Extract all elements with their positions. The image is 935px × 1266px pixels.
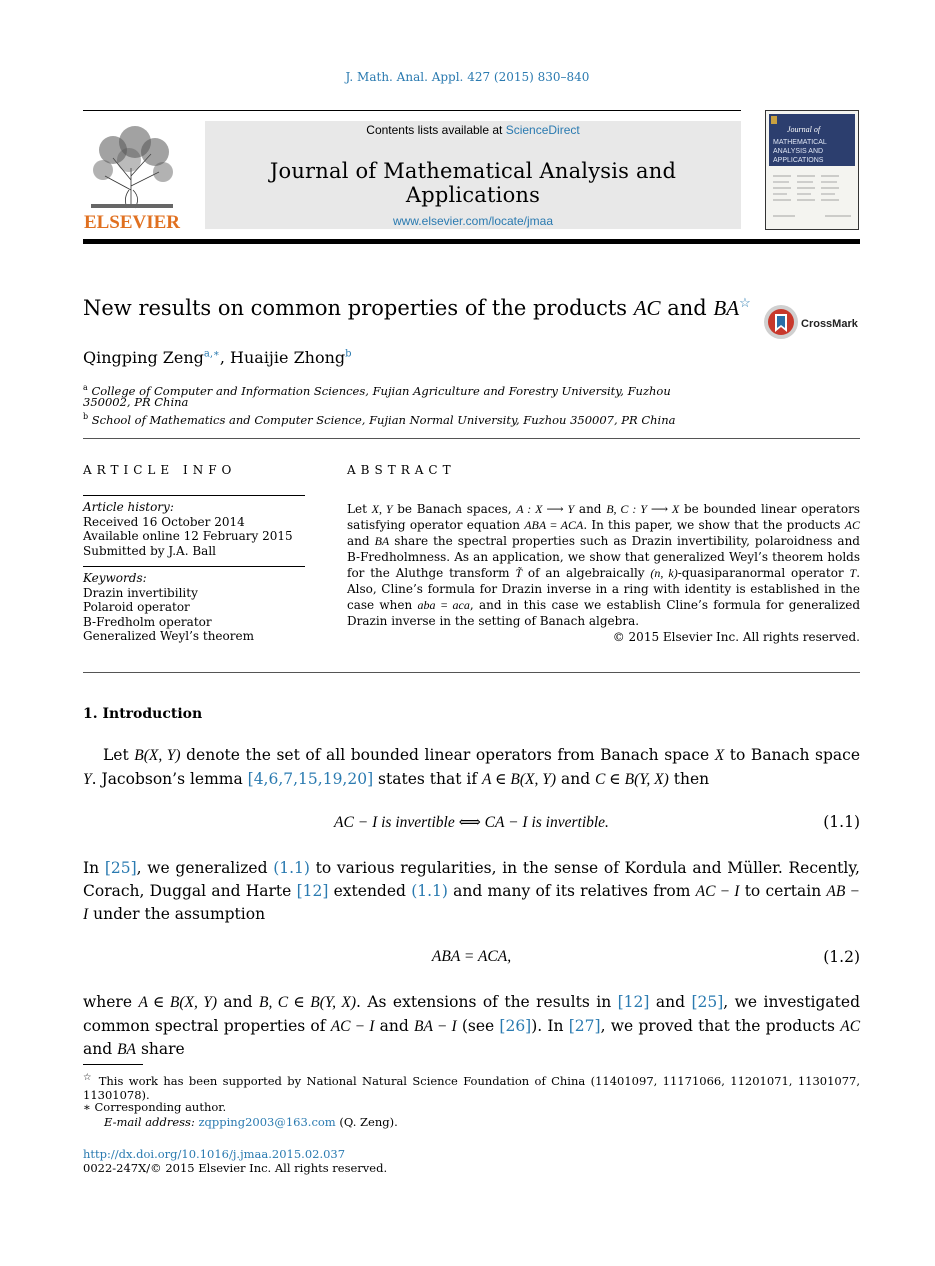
online-date: Available online 12 February 2015 bbox=[83, 529, 293, 543]
elsevier-wordmark: ELSEVIER bbox=[83, 212, 181, 232]
text-fragment: , we investigated common spectral properties of bbox=[83, 993, 861, 1035]
title-text: New results on common properties of the products bbox=[83, 296, 634, 320]
footnote-corr-mark: ∗ bbox=[83, 1100, 91, 1114]
submitted-by: Submitted by J.A. Ball bbox=[83, 543, 217, 558]
abstract-text bbox=[347, 501, 860, 645]
article-title bbox=[83, 296, 751, 321]
footnote-funding-text: This work has been supported by National Natural Science Foundation of China (11401097, 11171066, 11201071, 11301077, 11301078). bbox=[83, 1073, 861, 1103]
affiliation-b bbox=[83, 410, 676, 427]
journal-cover bbox=[765, 110, 859, 230]
abstract-fragment: and bbox=[347, 534, 375, 548]
text-fragment: , we proved that the products bbox=[600, 1016, 841, 1035]
author-zhong-sup[interactable]: b bbox=[345, 348, 352, 360]
abstract-math: T bbox=[849, 566, 857, 580]
svg-text:MATHEMATICAL: MATHEMATICAL bbox=[773, 139, 827, 146]
math-fragment: AC − I bbox=[695, 882, 740, 900]
citation-link[interactable]: [25] bbox=[104, 859, 137, 877]
abstract-fragment: be Banach spaces, bbox=[392, 502, 517, 516]
abstract-fragment: , and in this case we establish Cline’s formula for generalized Drazin inverse in the setting of Banach algebra. bbox=[347, 598, 860, 628]
info-rule-2 bbox=[83, 566, 305, 567]
math-fragment: B(X, Y) bbox=[134, 747, 181, 764]
text-fragment: and bbox=[649, 993, 692, 1011]
abstract-fragment: of an algebraically bbox=[522, 566, 651, 580]
author-list bbox=[83, 348, 352, 367]
contents-line bbox=[205, 123, 741, 137]
text-fragment: Let bbox=[103, 746, 135, 764]
intro-paragraph-1 bbox=[83, 744, 860, 791]
citation-link[interactable]: [27] bbox=[568, 1016, 601, 1035]
abstract-fragment: and bbox=[574, 502, 607, 516]
abstract-heading: ABSTRACT bbox=[347, 463, 456, 477]
text-fragment: and bbox=[374, 1016, 415, 1035]
text-fragment: to various regularities, in the sense of Kordula and Müller. Recently, Corach, Duggal and Harte bbox=[83, 859, 860, 900]
citation-link[interactable]: [12] bbox=[296, 881, 329, 900]
text-fragment: where bbox=[83, 993, 139, 1011]
elsevier-logo bbox=[83, 120, 181, 232]
math-fragment: BA bbox=[117, 1041, 137, 1058]
math-fragment: C ∈ B(Y, X) bbox=[595, 770, 669, 788]
text-fragment: and bbox=[216, 993, 259, 1011]
footnote-star-mark: ☆ bbox=[83, 1072, 94, 1083]
text-fragment: under the assumption bbox=[88, 905, 266, 923]
title-ac: AC bbox=[633, 296, 661, 320]
equation-number: (1.2) bbox=[823, 948, 860, 966]
text-fragment: . As extensions of the results in bbox=[356, 993, 618, 1011]
author-separator: , bbox=[219, 348, 231, 367]
title-rule bbox=[83, 438, 860, 439]
svg-text:Journal of: Journal of bbox=[787, 125, 821, 134]
article-history bbox=[83, 500, 293, 558]
intro-paragraph-2 bbox=[83, 857, 860, 927]
text-fragment: ). In bbox=[531, 1016, 569, 1035]
abstract-math: ABA = ACA bbox=[524, 518, 584, 532]
keywords-label: Keywords: bbox=[83, 571, 147, 585]
svg-text:APPLICATIONS: APPLICATIONS bbox=[773, 157, 824, 164]
journal-cover-image bbox=[765, 110, 859, 230]
abstract-math: X, Y bbox=[371, 502, 393, 516]
svg-text:CrossMark: CrossMark bbox=[801, 318, 858, 330]
abstract-math: B, C : Y ⟶ X bbox=[606, 502, 680, 516]
footnote-corr-text: Corresponding author. bbox=[94, 1100, 227, 1114]
author-zeng: Qingping Zeng bbox=[83, 348, 204, 367]
affiliation-a-mark: a bbox=[83, 383, 88, 392]
article-info-heading: ARTICLE INFO bbox=[83, 463, 237, 477]
keyword-item: Polaroid operator bbox=[83, 600, 190, 614]
math-fragment: AC − I bbox=[330, 1017, 375, 1035]
text-fragment: and bbox=[83, 1040, 118, 1058]
abstract-math: T̃ bbox=[515, 566, 523, 580]
math-fragment: X bbox=[714, 747, 725, 764]
text-fragment: to certain bbox=[739, 881, 827, 900]
text-fragment: then bbox=[668, 769, 710, 788]
equation-ref-link[interactable]: (1.1) bbox=[411, 881, 448, 900]
journal-url-link[interactable]: www.elsevier.com/locate/jmaa bbox=[392, 214, 554, 228]
abstract-fragment: share the spectral properties such as Drazin invertibility, polaroidness and B-Fredholmness. As an application, we show that generalized Weyl’s theorem holds for the Aluthge transform bbox=[347, 534, 860, 580]
journal-banner bbox=[205, 121, 741, 229]
keyword-item: Drazin invertibility bbox=[83, 585, 198, 600]
equation-body: AC − I is invertible ⟺ CA − I is invertible. bbox=[334, 814, 609, 831]
header-thick-rule bbox=[83, 239, 860, 244]
title-and: and bbox=[660, 296, 714, 320]
equation-number: (1.1) bbox=[823, 813, 860, 831]
text-fragment: denote the set of all bounded linear operators from Banach space bbox=[180, 746, 715, 764]
journal-reference[interactable]: J. Math. Anal. Appl. 427 (2015) 830–840 bbox=[345, 70, 590, 84]
citation-link[interactable]: [26] bbox=[499, 1016, 532, 1035]
citation-link[interactable]: [12] bbox=[617, 993, 650, 1011]
title-footnote-star[interactable]: ☆ bbox=[739, 296, 751, 311]
email-link[interactable]: zqpping2003@163.com bbox=[198, 1115, 336, 1129]
intro-paragraph-3 bbox=[83, 991, 860, 1062]
citation-link[interactable]: [4,6,7,15,19,20] bbox=[247, 769, 374, 788]
footnote-email bbox=[83, 1115, 860, 1130]
sciencedirect-link[interactable]: ScienceDirect bbox=[505, 123, 580, 137]
abstract-copyright: © 2015 Elsevier Inc. All rights reserved. bbox=[612, 630, 860, 644]
text-fragment: extended bbox=[328, 881, 412, 900]
email-suffix: (Q. Zeng). bbox=[335, 1115, 398, 1129]
keyword-item: B-Fredholm operator bbox=[83, 614, 212, 629]
abstract-math: AC bbox=[844, 518, 860, 532]
journal-title: Journal of Mathematical Analysis and Applications bbox=[269, 159, 677, 207]
text-fragment: to Banach space bbox=[724, 746, 860, 764]
footnote-corresponding bbox=[83, 1100, 860, 1115]
math-fragment: A ∈ B(X, Y) bbox=[138, 994, 217, 1011]
math-fragment: AC bbox=[840, 1017, 861, 1035]
title-ba: BA bbox=[713, 296, 740, 320]
header-rule bbox=[83, 110, 741, 111]
abstract-rule bbox=[83, 672, 860, 673]
doi-link[interactable]: http://dx.doi.org/10.1016/j.jmaa.2015.02.037 bbox=[83, 1147, 346, 1161]
math-fragment: Y bbox=[83, 770, 92, 788]
math-fragment: BA − I bbox=[414, 1017, 457, 1035]
math-fragment: A ∈ B(X, Y) bbox=[482, 770, 557, 788]
abstract-math: BA bbox=[374, 534, 390, 548]
affiliation-a-line1: College of Computer and Information Sciences, Fujian Agriculture and Forestry University, Fuzhou bbox=[91, 383, 671, 398]
text-fragment: . Jacobson’s lemma bbox=[91, 769, 248, 788]
info-rule-1 bbox=[83, 495, 305, 496]
text-fragment: share bbox=[136, 1040, 185, 1058]
abstract-fragment: . Also, Cline’s formula for Drazin inverse in a ring with identity is established in the case when bbox=[347, 566, 861, 612]
equation-ref-link[interactable]: (1.1) bbox=[273, 859, 310, 877]
keyword-item: Generalized Weyl’s theorem bbox=[83, 629, 254, 643]
abstract-fragment: . In this paper, we show that the products bbox=[583, 518, 845, 532]
abstract-math: A : X ⟶ Y bbox=[516, 502, 575, 516]
text-fragment: states that if bbox=[373, 769, 482, 788]
abstract-math: aba = aca bbox=[417, 598, 470, 612]
text-fragment: In bbox=[83, 859, 105, 877]
abstract-fragment: be bounded linear operators satisfying operator equation bbox=[347, 502, 860, 532]
affiliation-a-cont: 350002, PR China bbox=[83, 395, 189, 409]
abstract-math: (n, k) bbox=[650, 566, 678, 580]
footnote-funding bbox=[83, 1071, 860, 1103]
citation-link[interactable]: [25] bbox=[691, 993, 724, 1011]
text-fragment: and many of its relatives from bbox=[447, 881, 696, 900]
email-label: E-mail address: bbox=[104, 1115, 199, 1129]
issn-copyright: 0022-247X/© 2015 Elsevier Inc. All rights reserved. bbox=[83, 1161, 388, 1175]
text-fragment: , we generalized bbox=[136, 859, 274, 877]
math-fragment: AB − I bbox=[83, 882, 861, 923]
abstract-fragment: -quasiparanormal operator bbox=[677, 566, 850, 580]
abstract-fragment: Let bbox=[347, 502, 372, 516]
crossmark-icon bbox=[763, 302, 863, 342]
svg-text:ANALYSIS AND: ANALYSIS AND bbox=[773, 148, 824, 155]
affiliation-b-mark: b bbox=[83, 412, 89, 421]
keywords-block bbox=[83, 571, 254, 644]
affiliation-b-text: School of Mathematics and Computer Science, Fujian Normal University, Fuzhou 350007, PR China bbox=[91, 412, 676, 427]
received-date: Received 16 October 2014 bbox=[83, 514, 245, 529]
section-heading-introduction: 1. Introduction bbox=[83, 706, 203, 722]
history-label: Article history: bbox=[83, 500, 174, 514]
math-fragment: B, C ∈ B(Y, X) bbox=[259, 994, 356, 1011]
contents-prefix: Contents lists available at bbox=[366, 123, 506, 137]
crossmark-badge[interactable] bbox=[763, 302, 863, 342]
footnote-rule bbox=[83, 1064, 143, 1065]
text-fragment: (see bbox=[456, 1016, 500, 1035]
author-zeng-sup[interactable]: a,∗ bbox=[203, 348, 220, 360]
author-zhong: Huaijie Zhong bbox=[230, 348, 346, 367]
elsevier-tree-icon bbox=[83, 120, 181, 232]
text-fragment: and bbox=[556, 769, 596, 788]
equation-body: ABA = ACA, bbox=[431, 948, 512, 965]
